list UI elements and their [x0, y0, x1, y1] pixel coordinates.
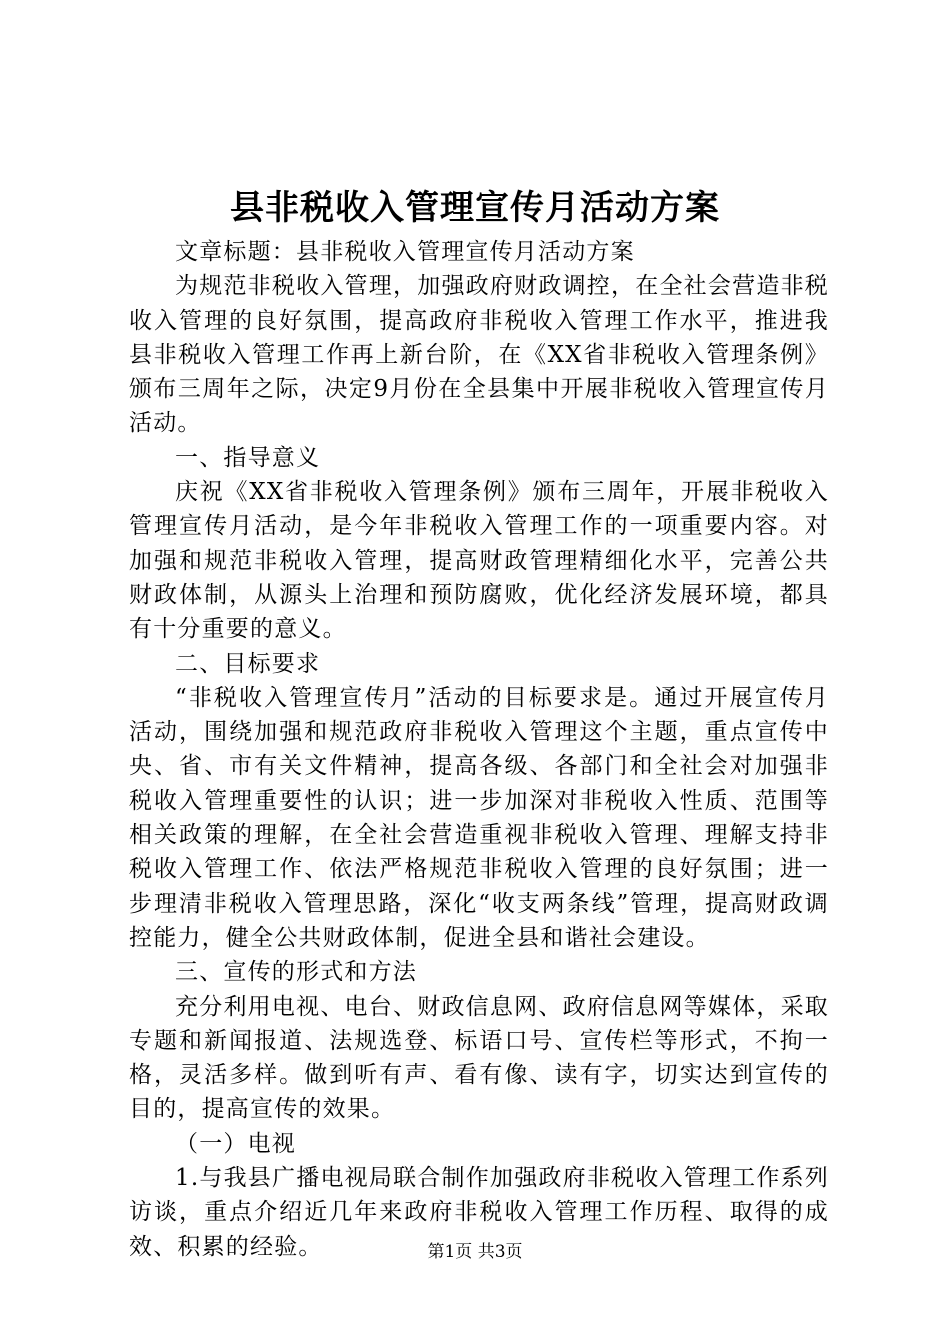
section-heading-guidance: 一、指导意义 — [175, 444, 321, 471]
section-heading-goals: 二、目标要求 — [175, 650, 321, 677]
intro-paragraph: 为规范非税收入管理，加强政府财政调控，在全社会营造非税收入管理的良好氛围，提高政府非税收入管理工作水平，推进我县非税收入管理工作再上新台阶，在《XX省非税收入管理条例》颁布三周年之际，决定9月份在全县集中开展非税收入管理宣传月活动。 — [129, 273, 829, 437]
section-text-methods: 充分利用电视、电台、财政信息网、政府信息网等媒体，采取专题和新闻报道、法规选登、标语口号、宣传栏等形式，不拘一格，灵活多样。做到听有声、看有像、读有字，切实达到宣传的目的，提高宣传的效果。 — [129, 993, 829, 1123]
document-body — [129, 235, 829, 1264]
section-heading-methods: 三、宣传的形式和方法 — [175, 959, 417, 986]
section-text-guidance: 庆祝《XX省非税收入管理条例》颁布三周年，开展非税收入管理宣传月活动，是今年非税收入管理工作的一项重要内容。对加强和规范非税收入管理，提高财政管理精细化水平，完善公共财政体制，从源头上治理和预防腐败，优化经济发展环境，都具有十分重要的意义。 — [129, 479, 829, 643]
section-text-goals: “非税收入管理宣传月”活动的目标要求是。通过开展宣传月活动，围绕加强和规范政府非税收入管理这个主题，重点宣传中央、省、市有关文件精神，提高各级、各部门和全社会对加强非税收入管理重要性的认识；进一步加深对非税收入性质、范围等相关政策的理解，在全社会营造重视非税收入管理、理解支持非税收入管理工作、依法严格规范非税收入管理的良好氛围；进一步理清非税收入管理思路，深化“收支两条线”管理，提高财政调控能力，健全公共财政体制，促进全县和谐社会建设。 — [129, 684, 829, 951]
subsection-heading-tv: （一）电视 — [175, 1130, 296, 1157]
subsection-item-1: 1.与我县广播电视局联合制作加强政府非税收入管理工作系列访谈，重点介绍近几年来政府非税收入管理工作历程、取得的成效、积累的经验。 — [129, 1165, 829, 1260]
page-footer: 第1页 共3页 — [427, 1242, 523, 1262]
article-label: 文章标题：县非税收入管理宣传月活动方案 — [175, 239, 635, 265]
document-title: 县非税收入管理宣传月活动方案 — [230, 188, 720, 228]
